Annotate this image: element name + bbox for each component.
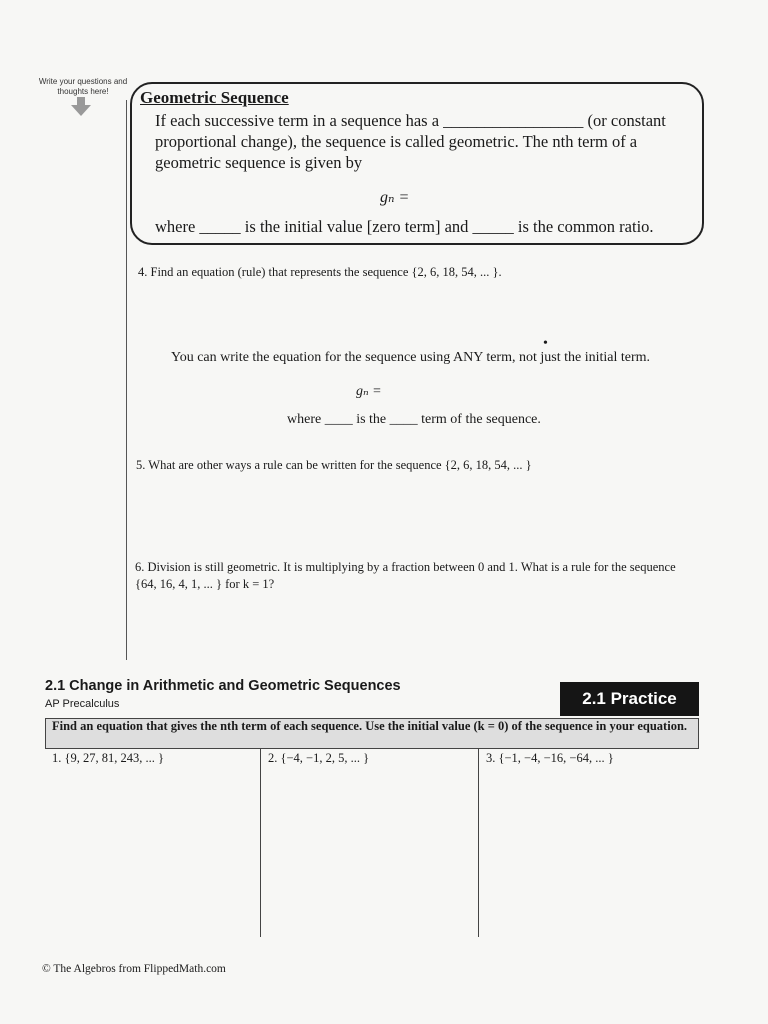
question-6: 6. Division is still geometric. It is multiplying by a fraction between 0 and 1. What is a rule for the sequence {64, 16, 4, 1, ... } for k = 1?	[135, 560, 676, 591]
course-name: AP Precalculus	[45, 698, 120, 710]
definition-title: Geometric Sequence	[140, 88, 289, 107]
definition-where: where _____ is the initial value [zero term] and _____ is the common ratio.	[155, 217, 654, 236]
any-term-where: where ____ is the ____ term of the sequence.	[287, 412, 541, 427]
practice-problem-2: 2. {−4, −1, 2, 5, ... }	[268, 751, 370, 765]
definition-formula: gₙ =	[380, 189, 410, 206]
practice-problem-3: 3. {−1, −4, −16, −64, ... }	[486, 751, 614, 765]
practice-badge: 2.1 Practice	[560, 682, 699, 716]
pen-mark: •	[543, 336, 548, 351]
question-5: 5. What are other ways a rule can be written for the sequence {2, 6, 18, 54, ... }	[136, 458, 532, 472]
notes-margin-line	[126, 100, 127, 660]
column-divider	[478, 749, 479, 937]
definition-text: If each successive term in a sequence has a _________________ (or constant proportional change), the sequence is called geometric. The nth term of a geometric sequence is given by	[155, 111, 666, 172]
copyright-footer: © The Algebros from FlippedMath.com	[42, 963, 226, 975]
practice-instructions: Find an equation that gives the nth term of each sequence. Use the initial value (k = 0) of the sequence in your equation.	[52, 719, 688, 733]
practice-problem-1: 1. {9, 27, 81, 243, ... }	[52, 751, 164, 765]
down-arrow-icon	[70, 97, 92, 122]
unit-title: 2.1 Change in Arithmetic and Geometric Sequences	[45, 678, 401, 694]
column-divider	[260, 749, 261, 937]
any-term-formula: gₙ =	[356, 384, 382, 399]
margin-note: Write your questions and thoughts here!	[38, 77, 128, 96]
question-4: 4. Find an equation (rule) that represents the sequence {2, 6, 18, 54, ... }.	[138, 265, 502, 279]
any-term-note: You can write the equation for the sequence using ANY term, not just the initial term.	[171, 350, 651, 365]
